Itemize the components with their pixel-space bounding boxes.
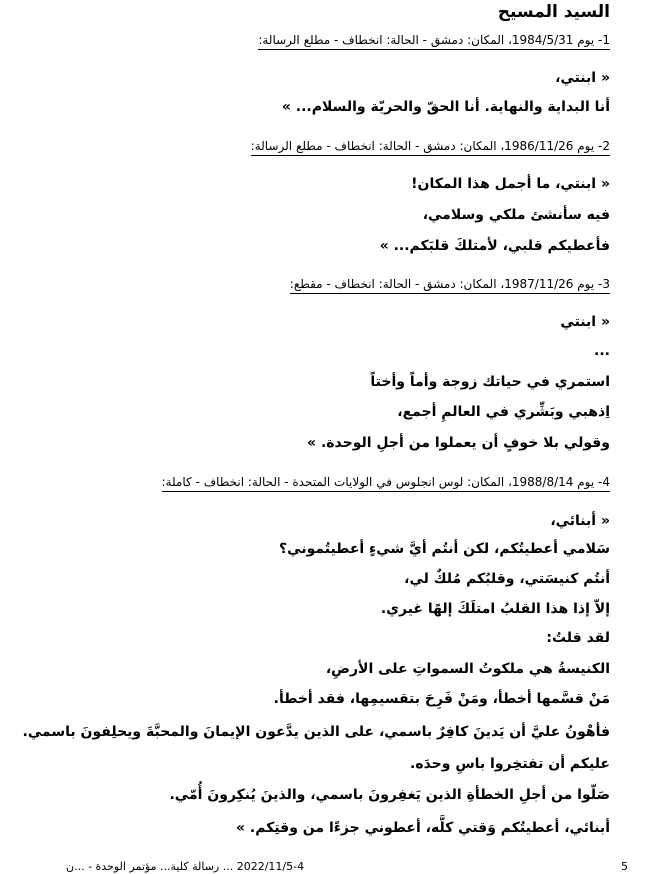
section-4-line-2: سَلامي أعطيتُكم، لكن أنتُم أيَّ شيءٍ أعطيتُموني؟ (279, 541, 610, 557)
section-4-line-4: إلاّ إذا هذا القلبُ امتلَكَ إلهًا غيري. (380, 601, 610, 617)
page-title: السيد المسيح (497, 2, 610, 22)
section-heading-1: 1- يوم 1984/5/31، المكان: دمشق - الحالة: انخطاف - مطلع الرسالة: (258, 32, 610, 50)
section-heading-2: 2- يوم 1986/11/26، المكان: دمشق - الحالة: انخطاف - مطلع الرسالة: (251, 138, 610, 156)
section-4-line-11: أبنائي، أعطيتُكم وَقتي كلَّه، أعطوني جزءًا من وقتِكم. » (235, 820, 610, 836)
section-3-line-5: وقولي بلا خوفٍ أن يعملوا من أجلِ الوحدة. » (307, 435, 610, 451)
section-3-line-2: ... (594, 343, 610, 359)
section-3-line-3: استمري في حياتك زوجة وأماً وأختاً (370, 374, 610, 390)
footer-text: 2022/11/5-4 ... رسالة كلية... مؤتمر الوحدة - ...ن (66, 860, 305, 873)
section-4-line-6: الكنيسةُ هي ملكوتُ السمواتِ على الأرضِ، (325, 661, 610, 677)
section-4-line-5: لقد قلتُ: (546, 630, 610, 646)
section-2-line-3: فأعطيكم قلبي، لأمتلكَ قلبَكم... » (379, 238, 610, 254)
section-3-line-1: « ابنتي (560, 314, 610, 330)
section-3-line-4: اِذهبي وبَشِّري في العالمِ أجمع، (397, 404, 610, 420)
page-number: 5 (621, 860, 628, 873)
section-2-line-1: « ابنتي، ما أجمل هذا المكان! (411, 176, 610, 192)
section-4-line-7: مَنْ قسَّمها أخطأ، ومَنْ فَرِحَ بتقسيمِها، فقد أخطأ. (273, 691, 610, 707)
section-4-line-10: صَلّوا من أجلِ الخطأةِ الذين يَغفِرونَ باسمي، والذينَ يُنكِرونَ أُمّي. (169, 787, 610, 803)
section-4-line-8: فأهْونُ عليَّ أن يَدينَ كافِرٌ باسمي، على الذين يدَّعون الإيمانَ والمحبَّةَ ويحلِفونَ باسمي. (22, 724, 610, 740)
section-4-line-9: عليكم أن تفتخِروا باسِ وحدَه. (410, 756, 610, 772)
page-footer (0, 860, 666, 874)
section-1-line-1: « ابنتي، (555, 70, 610, 86)
section-heading-4: 4- يوم 1988/8/14، المكان: لوس انجلوس في الولايات المتحدة - الحالة: انخطاف - كاملة: (162, 474, 611, 492)
section-4-line-3: أنتُم كنيسَتي، وقلبُكم مُلكٌ لي، (404, 571, 610, 587)
section-2-line-2: فيه سأنشئ ملكي وسلامي، (422, 207, 610, 223)
section-1-line-2: أنا البداية والنهاية. أنا الحقّ والحريّة والسلام... » (281, 99, 610, 115)
section-4-line-1: « أبنائي، (550, 513, 610, 529)
section-heading-3: 3- يوم 1987/11/26، المكان: دمشق - الحالة: انخطاف - مقطع: (290, 276, 610, 294)
